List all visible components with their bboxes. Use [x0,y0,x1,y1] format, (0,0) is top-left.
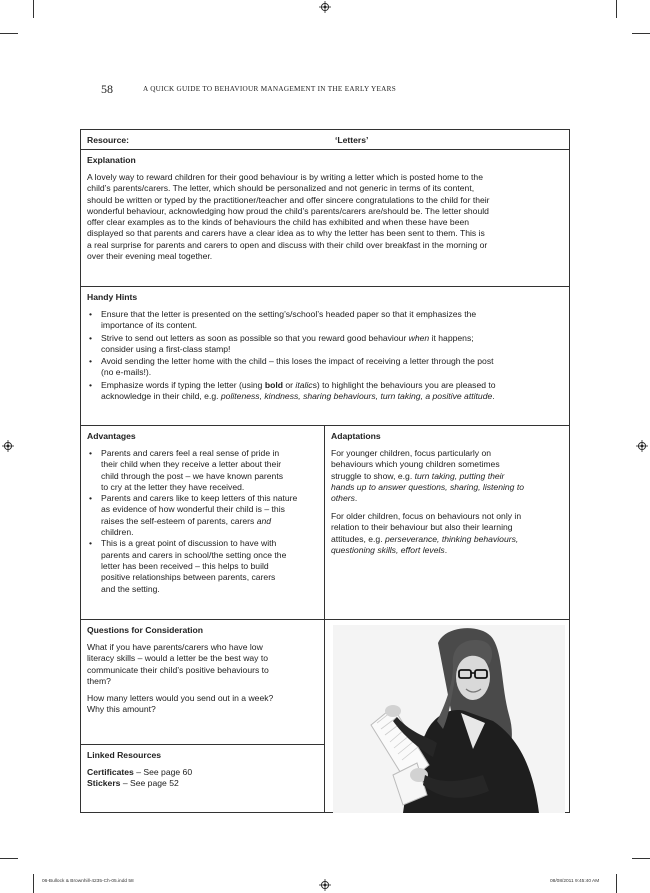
text-run: acknowledge in their child, e.g. [101,391,221,402]
text-run: others [331,493,355,504]
question-paragraph [87,693,319,716]
text-line: wonderful behaviour, acknowledging how proud the child’s parents/carers are/should be. The letter should [87,205,489,216]
text-run: or [282,379,296,390]
text-line [101,380,571,391]
list-item [87,778,192,789]
text-line: consider using a first-class stamp! [101,343,231,354]
text-run: – See page 60 [133,767,193,777]
advantages-adaptations-section [81,426,569,620]
running-title: A QUICK GUIDE TO BEHAVIOUR MANAGEMENT IN THE EARLY YEARS [143,85,397,93]
questions-column [81,620,325,813]
crop-mark [616,0,617,18]
text-run: hands up to answer questions, sharing, listening to [331,481,525,492]
registration-mark-icon [2,440,14,452]
text-line [101,516,327,527]
text-line: A lovely way to reward children for their good behaviour is by writing a letter which is posted home to the [87,172,483,182]
linked-resources-section [81,744,324,814]
text-line: behaviours which young children sometimes [331,459,500,470]
text-run: italic [295,379,313,390]
text-line: offer clear examples as to the kinds of behaviours the child has exhibited and when these have been [87,217,470,228]
text-line [331,482,563,493]
page-number: 58 [101,82,113,96]
text-line: should be written or typed by the practitioner/teacher and offer sincere congratulations to the child for their [87,194,490,205]
handy-hints-heading: Handy Hints [87,292,138,302]
text-line: For younger children, focus particularly on [331,448,492,458]
text-line: letter has been received – this helps to build [101,560,269,571]
text-run: bold [264,379,283,390]
text-run: perseverance, thinking behaviours, [384,533,519,544]
text-line [101,391,571,402]
advantages-list [87,448,327,595]
text-run: – See page 52 [120,778,179,789]
text-line [331,534,563,545]
text-run: struggle to show, e.g. [331,470,415,481]
questions-section [81,620,569,813]
adaptations-heading: Adaptations [331,431,381,441]
list-item [87,767,192,778]
resource-label: Resource: [87,135,130,145]
text-line: child’s parents/carers. The letter, which should be personalized and not generic in terms of its content, [87,183,475,194]
woman-reading-letter-photo [333,625,565,813]
explanation-heading: Explanation [87,155,136,165]
text-line: a real surprise for parents and carers to open and discuss with their child over breakfast in the morning or [87,239,488,250]
text-line: children. [101,527,134,538]
crop-mark [616,874,617,893]
explanation-text [87,172,561,262]
text-line: parents and carers in school/the setting once the [101,549,287,560]
text-run: . [492,391,495,402]
resource-table [80,129,570,813]
text-run: when [408,332,430,343]
text-run: it happens; [429,332,474,343]
text-line: over their evening meal together. [87,251,213,262]
text-line: communicate their child’s positive behaviours to [87,664,269,675]
list-item [101,380,571,403]
text-run: questioning skills, effort levels [331,544,445,555]
text-line: • Ensure that the letter is presented on the setting’s/school’s headed paper so that it emphasizes the [101,309,477,319]
text-run: s) to highlight the behaviours you are pleased to [312,379,496,390]
advantages-heading: Advantages [87,431,136,441]
text-run: attitudes, e.g. [331,533,385,544]
list-item [101,538,327,594]
text-run: Strive to send out letters as soon as possible so that you reward good behaviour [101,332,409,343]
text-line: relation to their behaviour but also their learning [331,522,513,533]
text-line: • Parents and carers feel a real sense of pride in [101,448,280,458]
text-line: their child when they receive a letter about their [101,459,282,470]
explanation-section [81,150,569,287]
text-run: raises the self-esteem of parents, carers [101,515,257,526]
list-item [101,448,327,493]
crop-mark [33,874,34,893]
text-line: positive relationships between parents, carers [101,572,276,583]
text-line: Why this amount? [87,704,156,715]
text-run: turn taking, putting their [414,470,505,481]
text-line: child through the post – we have known parents [101,470,284,481]
text-line: • Parents and carers like to keep letters of this nature [101,493,298,504]
adaptations-paragraph [331,448,563,504]
adaptations-column [325,426,569,619]
questions-heading: Questions for Consideration [87,625,204,635]
crop-mark [632,33,650,34]
text-line: and the setting. [101,583,160,594]
resource-row [81,130,569,150]
text-line: (no e-mails!). [101,367,152,378]
list-item [101,356,571,379]
crop-mark [0,858,18,859]
linked-resources-list [87,767,192,790]
text-line: How many letters would you send out in a week? [87,693,274,703]
question-paragraph [87,642,319,687]
registration-mark-icon [319,879,331,891]
text-line: • This is a great point of discussion to have with [101,538,277,549]
text-run: Certificates [87,767,134,777]
text-line: For older children, focus on behaviours not only in [331,511,522,521]
text-run: . [354,493,358,504]
crop-mark [33,0,34,18]
handy-hints-section [81,287,569,426]
footer-datetime: 08/08/2011 9:45:40 AM [550,879,600,884]
adaptations-paragraph [331,511,563,556]
text-line: • Avoid sending the letter home with the child – this loses the impact of receiving a letter through the post [101,356,494,367]
text-line: importance of its content. [101,320,198,331]
text-line [101,333,571,344]
text-line: literacy skills – would a letter be the best way to [87,653,269,664]
list-item [101,493,327,538]
text-run: . [444,544,448,555]
resource-title: ‘Letters’ [335,135,369,145]
text-line: What if you have parents/carers who have low [87,642,263,652]
list-item [101,309,571,332]
text-line [331,545,563,556]
text-line: as evidence of how wonderful their child is – this [101,504,285,515]
registration-mark-icon [319,1,331,13]
text-run: Emphasize words if typing the letter (using [101,379,265,390]
text-line [331,493,563,504]
handy-hints-list [87,309,571,402]
crop-mark [632,858,650,859]
registration-mark-icon [636,440,648,452]
advantages-column [81,426,325,619]
list-item [101,333,571,356]
text-line: them? [87,675,111,686]
linked-resources-heading: Linked Resources [87,750,162,760]
text-line: to cry at the letter they have received. [101,481,245,492]
text-run: and [256,515,272,526]
text-line [331,471,563,482]
crop-mark [0,33,18,34]
footer-file-info: 06-Bullock & Brownhill-4235-Ch-05.indd 58 [42,879,134,884]
text-run: politeness, kindness, sharing behaviours, turn taking, a positive attitude [220,391,493,402]
text-line: displayed so that parents and carers have a clear idea as to why the letter has been sent to them. This is [87,228,485,239]
text-run: Stickers [87,778,121,789]
